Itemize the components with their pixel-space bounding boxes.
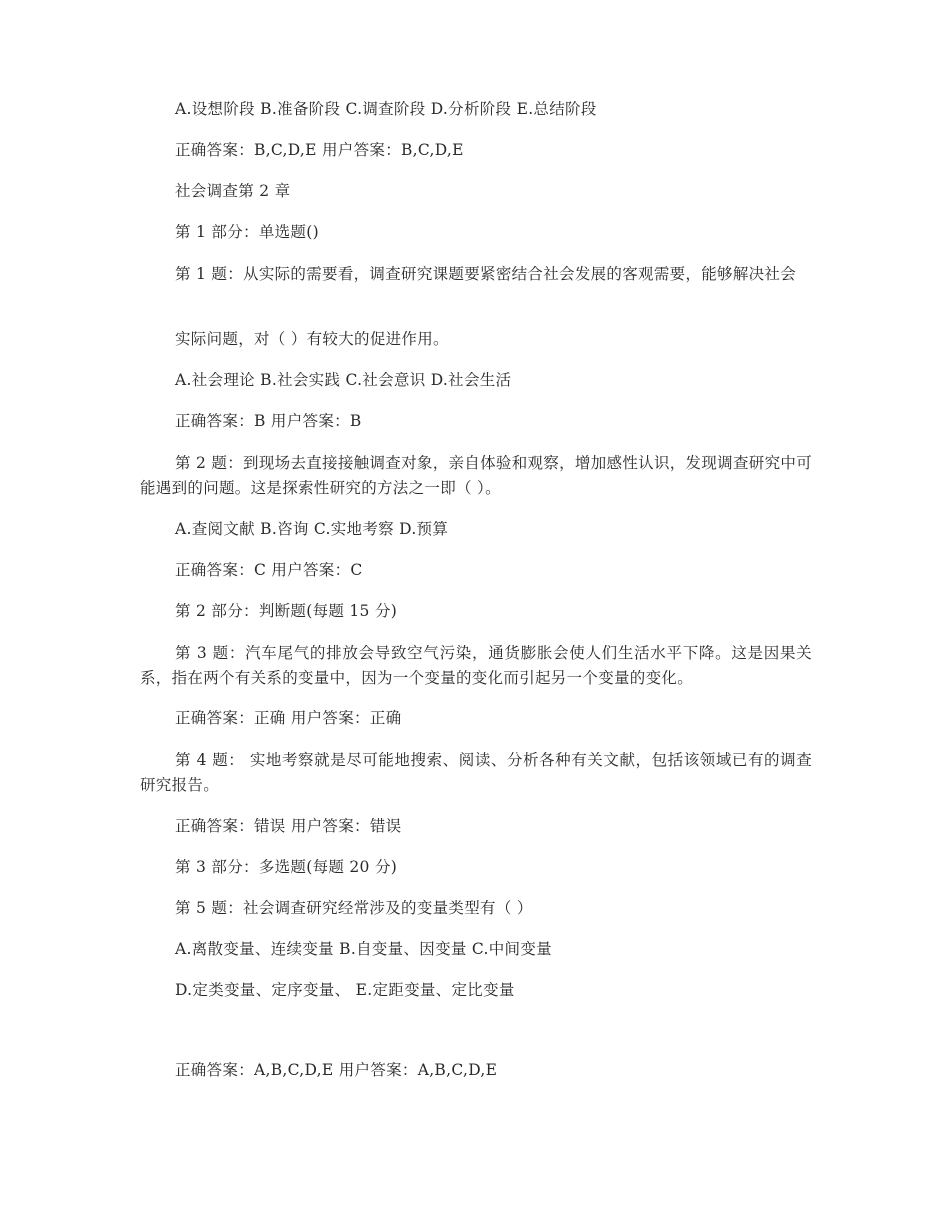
question-1-text: 第 1 题：从实际的需要看，调查研究课题要紧密结合社会发展的客观需要，能够解决社会 xyxy=(175,265,797,283)
question-1-answer: 正确答案：B 用户答案：B xyxy=(175,412,362,430)
question-3-text: 第 3 题：汽车尾气的排放会导致空气污染，通货膨胀会使人们生活水平下降。这是因果关系，指在两个有关系的变量中，因为一个变量的变化而引起另一个变量的变化。 xyxy=(140,644,812,687)
question-1-options: A.社会理论 B.社会实践 C.社会意识 D.社会生活 xyxy=(175,371,512,389)
question-5-options-b: D.定类变量、定序变量、 E.定距变量、定比变量 xyxy=(175,981,515,999)
question-4-text: 第 4 题： 实地考察就是尽可能地搜索、阅读、分析各种有关文献，包括该领域已有的调查研究报告。 xyxy=(140,751,812,794)
part-2-heading: 第 2 部分：判断题(每题 15 分) xyxy=(175,602,398,620)
part-3-heading: 第 3 部分：多选题(每题 20 分) xyxy=(175,858,398,876)
chapter-heading: 社会调查第 2 章 xyxy=(175,182,291,200)
part-1-heading: 第 1 部分：单选题() xyxy=(175,223,319,241)
q-prev-options: A.设想阶段 B.准备阶段 C.调查阶段 D.分析阶段 E.总结阶段 xyxy=(175,100,597,118)
question-3-answer: 正确答案：正确 用户答案：正确 xyxy=(175,709,402,727)
q-prev-answer: 正确答案：B,C,D,E 用户答案：B,C,D,E xyxy=(175,141,464,159)
question-4-answer: 正确答案：错误 用户答案：错误 xyxy=(175,817,402,835)
question-1-text-cont: 实际问题，对（ ）有较大的促进作用。 xyxy=(175,330,449,348)
question-5-text: 第 5 题：社会调查研究经常涉及的变量类型有（ ） xyxy=(175,899,533,917)
question-2-text: 第 2 题：到现场去直接接触调查对象，亲自体验和观察，增加感性认识，发现调查研究中可能遇到的问题。这是探索性研究的方法之一即（ ）。 xyxy=(140,454,812,497)
question-5-answer: 正确答案：A,B,C,D,E 用户答案：A,B,C,D,E xyxy=(175,1061,498,1079)
question-2-answer: 正确答案：C 用户答案：C xyxy=(175,561,363,579)
question-2-options: A.查阅文献 B.咨询 C.实地考察 D.预算 xyxy=(175,520,449,538)
question-5-options-a: A.离散变量、连续变量 B.自变量、因变量 C.中间变量 xyxy=(175,940,552,958)
